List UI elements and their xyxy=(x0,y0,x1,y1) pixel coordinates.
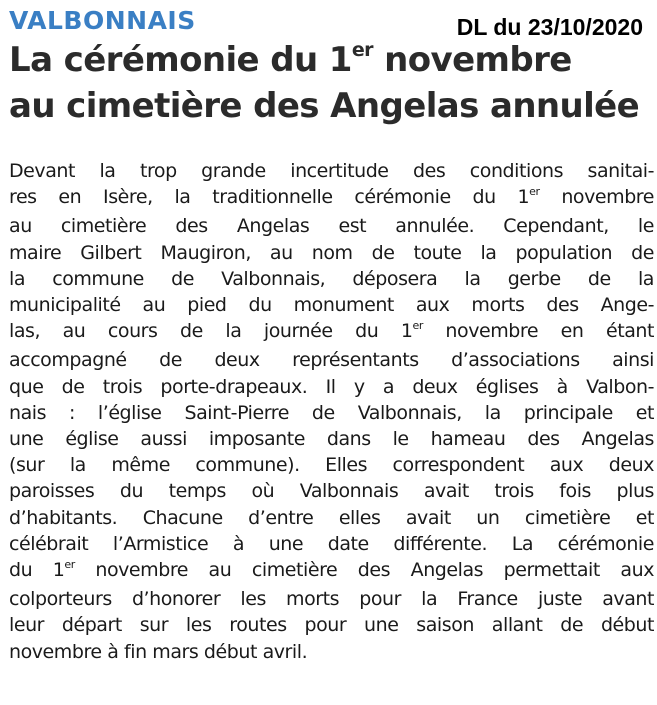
ordinal-superscript: er xyxy=(64,558,75,572)
article-text: paroisses du temps où Valbonnais avait trois fois plus xyxy=(9,480,654,503)
ordinal-superscript: er xyxy=(529,185,540,199)
article-text: las, au cours de la journée du 1 xyxy=(9,320,413,343)
article-line xyxy=(9,452,654,478)
headline-text: La cérémonie du 1 xyxy=(9,40,352,80)
article-line xyxy=(9,505,654,531)
article-line xyxy=(9,531,654,557)
article-line xyxy=(9,266,654,292)
article-text: res en Isère, la traditionnelle cérémonie du 1 xyxy=(9,186,530,209)
article-line xyxy=(9,478,654,504)
ordinal-superscript: er xyxy=(412,319,423,333)
headline-line-2: au cimetière des Angelas annulée xyxy=(9,86,640,126)
article-headline xyxy=(9,40,649,127)
article-text: une église aussi imposante dans le hameau des Angelas xyxy=(9,428,654,451)
article-line xyxy=(9,240,654,266)
article-line xyxy=(9,318,654,347)
article-line xyxy=(9,612,654,638)
article-text: que de trois porte-drapeaux. Il y a deux églises à Valbon- xyxy=(9,375,654,398)
article-line xyxy=(9,639,654,665)
article-line xyxy=(9,213,654,239)
article-line xyxy=(9,426,654,452)
article-line xyxy=(9,158,654,184)
article-text: municipalité au pied du monument aux morts des Ange- xyxy=(9,294,654,317)
section-kicker: VALBONNAIS xyxy=(9,6,196,35)
article-text: leur départ sur les routes pour une saison allant de début xyxy=(9,614,654,637)
ordinal-superscript: er xyxy=(351,39,373,61)
article-text: novembre à fin mars début avril. xyxy=(9,640,308,663)
article-text: novembre en étant xyxy=(422,320,654,343)
article-text: la commune de Valbonnais, déposera la gerbe de la xyxy=(9,267,654,290)
article-text: célébrait l’Armistice à une date différente. La cérémonie xyxy=(9,532,654,555)
headline-line-1 xyxy=(9,40,649,86)
article-text: nais : l’église Saint-Pierre de Valbonnais, la principale et xyxy=(9,401,654,424)
article-text: (sur la même commune). Elles correspondent aux deux xyxy=(9,454,654,477)
article-text: du 1 xyxy=(9,559,65,582)
article-text: novembre xyxy=(539,186,654,209)
article-text: Devant la trop grande incertitude des conditions sanitai- xyxy=(9,160,654,182)
article-text: maire Gilbert Maugiron, au nom de toute la population de xyxy=(9,241,654,264)
article-line xyxy=(9,347,654,373)
publication-dateline: DL du 23/10/2020 xyxy=(456,14,643,40)
article-line xyxy=(9,586,654,612)
article-text: colporteurs d’honorer les morts pour la France juste avant xyxy=(9,588,654,611)
article-text: au cimetière des Angelas est annulée. Cependant, le xyxy=(9,215,654,238)
headline-text: novembre xyxy=(372,40,572,80)
article-line xyxy=(9,557,654,586)
article-body xyxy=(9,158,654,665)
article-text: novembre au cimetière des Angelas permettait aux xyxy=(74,559,654,582)
article-line xyxy=(9,374,654,400)
article-line xyxy=(9,292,654,318)
article-line xyxy=(9,184,654,213)
article-line xyxy=(9,400,654,426)
article-text: accompagné de deux représentants d’associations ainsi xyxy=(9,349,654,372)
article-text: d’habitants. Chacune d’entre elles avait un cimetière et xyxy=(9,506,654,529)
